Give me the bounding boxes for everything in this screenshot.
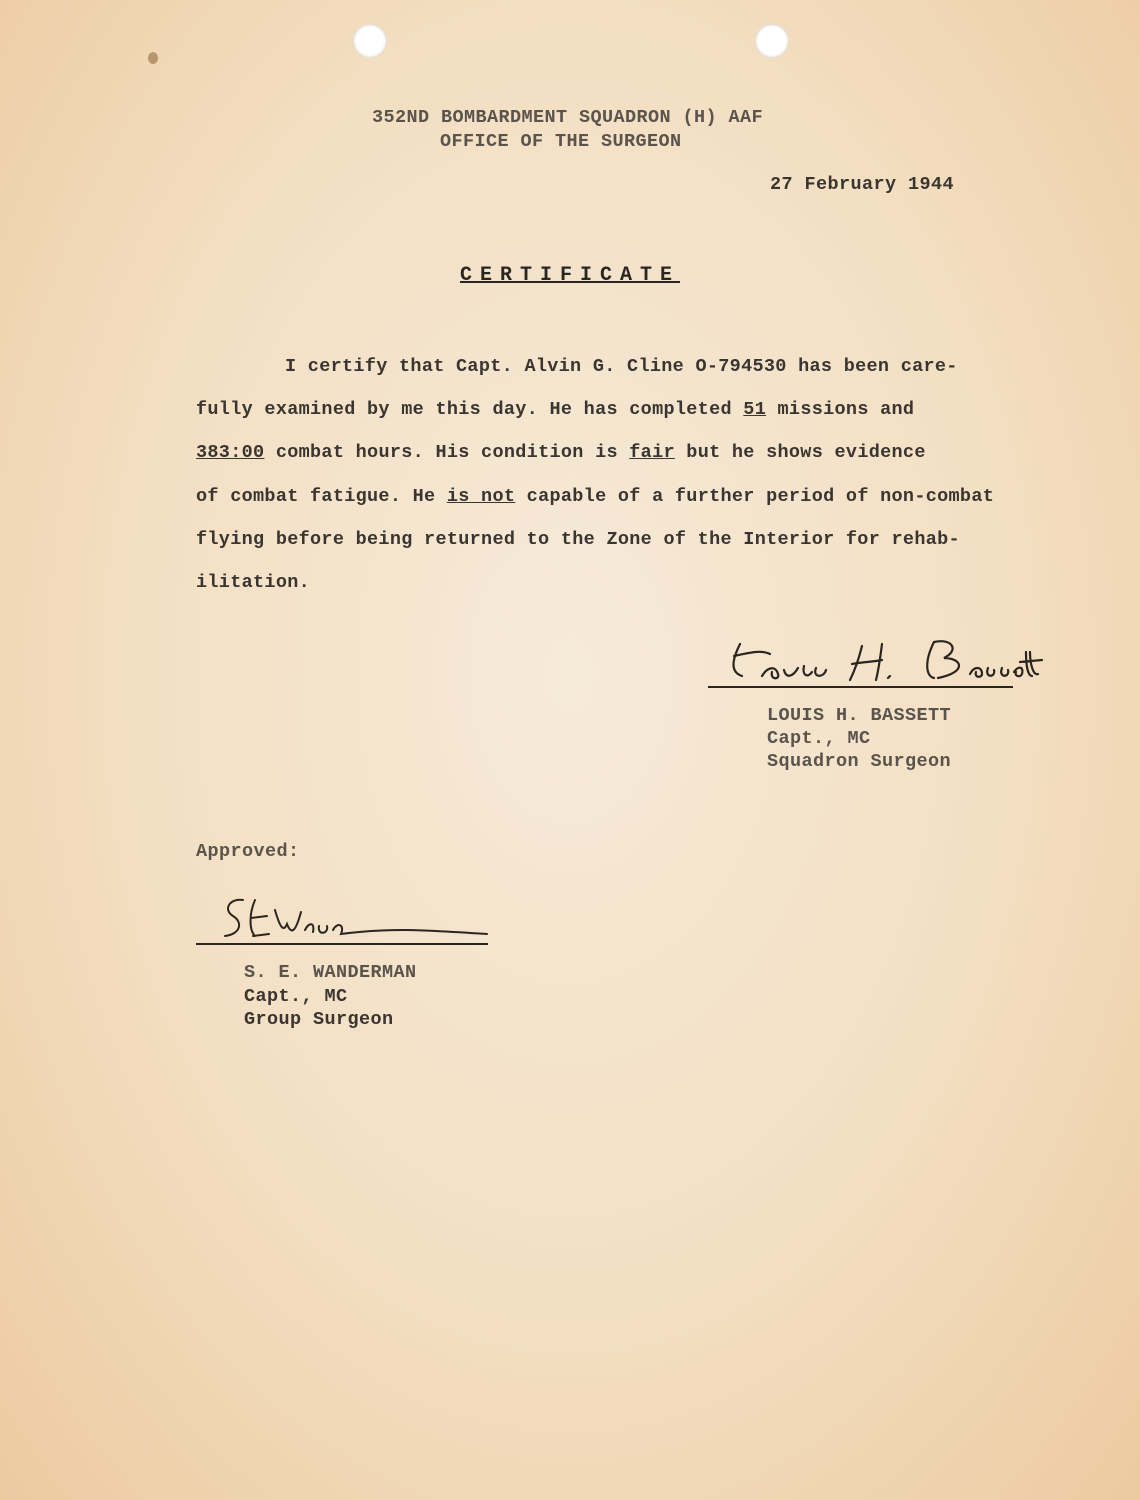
body-line-3 xyxy=(196,442,926,463)
signature-line-wanderman xyxy=(196,943,488,945)
body-line-2-start: fully examined by me this day. He has completed xyxy=(196,399,744,420)
body-line-3-start: combat hours. His condition is xyxy=(264,442,630,463)
condition-value: fair xyxy=(629,442,675,463)
body-line-2-end: missions and xyxy=(766,399,915,420)
body-line-6: ilitation. xyxy=(196,572,311,593)
signature-bassett xyxy=(712,632,1052,692)
signer1-rank: Capt., MC xyxy=(767,728,871,749)
signer1-name: LOUIS H. BASSETT xyxy=(767,705,952,726)
body-line-2 xyxy=(196,399,914,420)
body-line-4-end: capable of a further period of non-combat xyxy=(515,486,995,507)
signature-wanderman xyxy=(205,890,505,950)
missions-count: 51 xyxy=(743,399,767,420)
approver-title: Group Surgeon xyxy=(244,1009,394,1030)
body-line-1: I certify that Capt. Alvin G. Cline O-794530 has been care- xyxy=(285,356,958,377)
signer1-title: Squadron Surgeon xyxy=(767,751,952,772)
punch-hole-right xyxy=(755,24,789,58)
punch-hole-left xyxy=(353,24,387,58)
body-line-5: flying before being returned to the Zone of the Interior for rehab- xyxy=(196,529,960,550)
header-line-1: 352ND BOMBARDMENT SQUADRON (H) AAF xyxy=(372,107,764,128)
combat-hours: 383:00 xyxy=(196,442,265,463)
signature-line-bassett xyxy=(708,686,1013,688)
approved-label: Approved: xyxy=(196,841,300,862)
header-line-2: OFFICE OF THE SURGEON xyxy=(440,131,682,152)
document-date: 27 February 1944 xyxy=(770,174,955,195)
body-line-4-start: of combat fatigue. He xyxy=(196,486,447,507)
approver-name: S. E. WANDERMAN xyxy=(244,962,417,983)
capability-value: is not xyxy=(446,486,516,507)
approver-rank: Capt., MC xyxy=(244,986,348,1007)
document-title: CERTIFICATE xyxy=(459,264,681,287)
body-line-4 xyxy=(196,486,994,507)
paper-stain xyxy=(148,52,158,64)
body-line-3-end: but he shows evidence xyxy=(674,442,926,463)
